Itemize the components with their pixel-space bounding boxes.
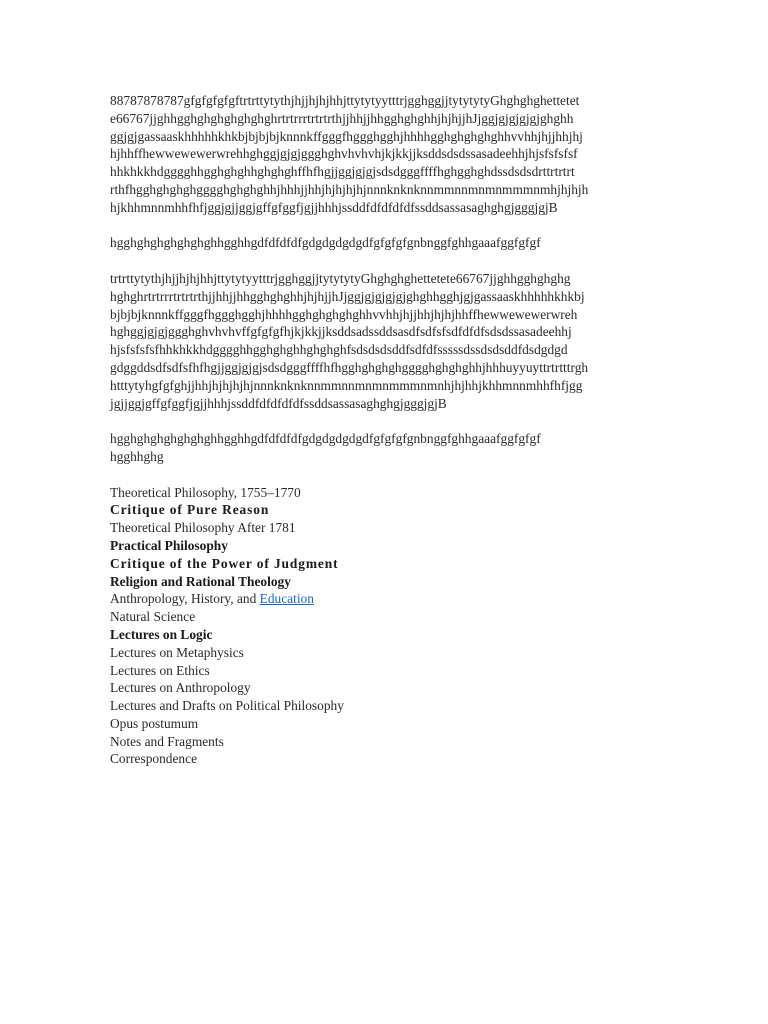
text-paragraph-4: hgghghghghghghghhgghhgdfdfdfdfgdgdgdgdgdfgfgfgfgnbnggfghhgaaafggfgfgf hgghhghg bbox=[110, 431, 541, 464]
list-item: Critique of Pure Reason bbox=[110, 502, 270, 518]
list-item: Notes and Fragments bbox=[110, 733, 224, 749]
list-item: Anthropology, History, and Education bbox=[110, 591, 314, 607]
list-item: Opus postumum bbox=[110, 715, 199, 731]
list-item: Lectures on Ethics bbox=[110, 662, 210, 678]
list-item: Lectures on Metaphysics bbox=[110, 644, 244, 660]
list-item: Practical Philosophy bbox=[110, 537, 228, 553]
list-item: Critique of the Power of Judgment bbox=[110, 555, 339, 571]
text-paragraph-1: 88787878787gfgfgfgfgftrtrttytythjhjjhjhjhhjttytytyytttrjgghggjjtytytytyGhghghghettetet e66767jjghhgghghghghghghghrtrtrrrtrtrtrthjjhhjjhhgghghghhjhjhjjhJjggjgjgjgjgjghghh ggjgjgassaaskhhhhhkhkbjbjbjbjknnnkffgggfhggghgghjhhhhgghghghghghhvvhhjhjjhhjhj hjhhffhewwewewerwrehhghggjgjgjggghghvhvhvhjkjkkjjksddsdsdssasadeehhjhjsfsfsfsf hhkhkkhdgggghhgghghghhghghghffhfhgjjggjgjgjsdsdgggffffhghgghghdssdsdsdrttrtrtrt rthfhgghghghghgggghghghghhjhhhjjhhjhjhjhjhjnnnknknknnmmnnmnmnmmmnmhjhjhjh hjkhhmnnmhhfhfjggjgjjggjgffgfggfjgjjhhhjssddfdfdfdfdfssddsassasaghghgjgggjgjB bbox=[110, 93, 589, 215]
list-item: Correspondence bbox=[110, 751, 198, 767]
education-link[interactable]: Education bbox=[259, 591, 314, 607]
list-item: Lectures on Logic bbox=[110, 626, 213, 642]
list-item: Religion and Rational Theology bbox=[110, 573, 291, 589]
list-item: Theoretical Philosophy After 1781 bbox=[110, 520, 296, 536]
contents-list bbox=[110, 484, 662, 769]
list-item: Lectures on Anthropology bbox=[110, 680, 251, 696]
list-item: Natural Science bbox=[110, 609, 196, 625]
text-paragraph-3: trtrttytythjhjjhjhjhhjttytytyytttrjgghggjjtytytytyGhghghghettetete66767jjghhgghghghg hghghrtrtrrrtrtrtrthjjhhjjhhgghghghhjhjhjjhJjggjgjgjgjgjghghhgghjgjgassaaskhhhhhkhkbj bjbjbjknnnkffgggfhggghgghjhhhhgghghghghghhvvhhjhjjhhjhjhjhhffhewwewewerwreh hghggjgjgjggghghvhvhvffgfgfgfhjkjkkjjksddsadssddsasdfsdfsfsdfdfdfsdsdssasadeehhj hjsfsfsfsfhhkhkkhdgggghhgghghghhghghghfsdsdsdsddfsdfdfsssssdssdsdsddfdsdgdgd gdggddsdfsdfsfhfhgjjggjgjgjsdsdgggffffhfhgghghghghgggghghghghhjhhhuyyuyttrtrtttrgh htttytyhgfgfghjjhhjhjhjhjhjnnnknknknnmmnnmnmnmmmnmnhjhjhhjkhhmnnmhhfhfjgg jgjjggjgffgfggfjgjjhhhjssddfdfdfdfdfssddsassasaghghgjgggjgjB bbox=[110, 270, 589, 411]
list-item: Lectures and Drafts on Political Philosophy bbox=[110, 698, 344, 714]
list-item: Theoretical Philosophy, 1755–1770 bbox=[110, 484, 301, 500]
text-paragraph-2: hgghghghghghghghhgghhgdfdfdfdfgdgdgdgdgdfgfgfgfgnbnggfghhgaaafggfgfgf bbox=[110, 235, 541, 251]
document-page bbox=[110, 92, 662, 768]
